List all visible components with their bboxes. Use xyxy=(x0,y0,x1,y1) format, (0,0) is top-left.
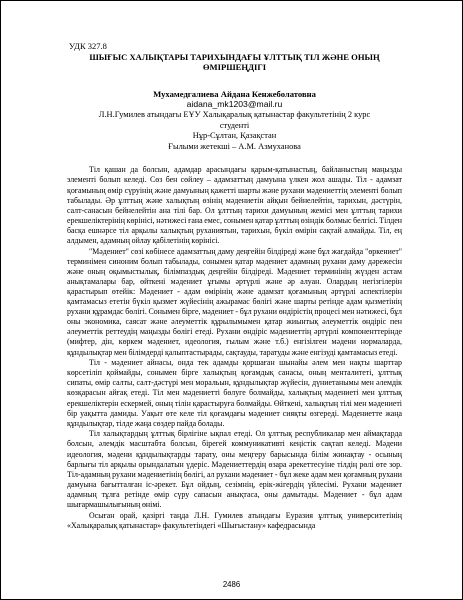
affiliation-line: Л.Н.Гумилев атындағы ЕҰУ Халықаралық қатынастар факультетінің 2 курс xyxy=(98,110,371,119)
udc-code: УДК 327.8 xyxy=(69,41,107,51)
paper-title: ШЫҒЫС ХАЛЫҚТАРЫ ТАРИХЫНДАҒЫ ҰЛТТЫҚ ТІЛ ЖӘНЕ ОНЫҢ ӨМІРШЕҢДІГІ xyxy=(89,52,380,72)
author-email[interactable]: aidana_mk1203@mail.ru xyxy=(186,99,283,109)
paragraph: Тіл - мәдениет айнасы, онда тек адамды қоршаған шынайы әлем мен нақты шарттар көрсетіліп қоймайды, сонымен бірге халықтың қоғамдық санасы, оның менталитеті, ұлттық сипаты, өмір салты, салт-дәстүрі мен моральын, құндылықтар жүйесін, дүниетанымы мен әлемдік көзқарасын айғақ етеді. Тіл мен мәдениетті бөлуге болмайды, халықтың мәдениеті мен ұлттық ерекшеліктерін ескермей, оның тілін қарастыруға болмайды. Өйткені, халықтың тілі мен мәдениеті бір уақытта дамиды. Уақыт өте келе тіл қоғамдағы мәдениет сияқты өзгереді. Мәдениетте жаңа құндылықтар, тілде жаңа сөздер пайда болады. xyxy=(67,358,402,428)
author-name: Мухамедгалиева Айдана Кенжеболатовна xyxy=(153,89,316,99)
body-text xyxy=(67,165,402,530)
author-block xyxy=(67,89,402,152)
page-number: 2486 xyxy=(222,580,241,589)
affiliation-location: Нұр-Сұлтан, Қазақстан xyxy=(192,131,277,141)
paper-content xyxy=(67,41,402,531)
paragraph: "Мәдениет" сөзі көбінесе адамзаттың даму деңгейін білдіреді және бұл жағдайда "өркениет" терминімен синоним болып табылады, сонымен қатар мәдениет адамның рухани даму дәрежесін және оның оқымыстылық, білімпаздық деңгейін білдіреді. Мәдениет терминінің жүзден астам анықтамалары бар, өйткені мәдениет ұғымы әртүрлі және әр алуан. Олардың негізгілерін қарастырып өтейік: Мәдениет - адам өмірінің және адамзат қоғамының әртүрлі аспектілерін қамтамасыз ететін бүкіл қызмет жүйесінің ажырамас бөлігі және шарты ретінде адам қызметінің рухани құрамдас бөлігі. Сонымен бірге, мәдениет - бұл рухани өндірістің процесі мен нәтижесі, бұл оны экономика, саясат және әлеуметтік құрылымымен қатар жиынтық әлеуметтік өндіріс пен әлеуметтік реттеудің маңызды бөлігі етеді. Рухани өндіріс мәдениеттің әртүрлі компоненттерінде (мифтер, дін, көркем мәдениет, идеология, ғылым және т.б.) енгізілген мәдени нормаларда, құндылықтар мен білімдерді қалыптастырады, сақтауды, таратуды және енгізуді қамтамасыз етеді. xyxy=(67,246,402,357)
paragraph: Тіл қашан да болсын, адамдар арасындағы қарым-қатынастың, байланыстың маңызды элементі болып келеді. Сөз бен сөйлеу – адамзаттың дамуына үлкен жол ашады. Тіл - адамзат қоғамының өмір сүруінің және дамуының қажетті шарты және рухани мәдениеттің элементі болып табылады. Әр ұлттың және халықтың өзінің мәдениетін айқын бейнелейтін, тарихын, дәстүрін, салт-санасын бейнелейтін ана тілі бар. Ол ұлттың тарихи дамуының жемісі мен ұлттың тарихи ерекшеліктерінің көрінісі, нәтижесі ғана емес, сонымен қатар ұлттың өзіндік болмыс белгісі. Тілден басқа ешнәрсе тіл арқылы халықтың руханиятын, тарихын, бүкіл өмірін сақтай алмайды. Тіл, ең алдымен, адамның ойлау қабілетінің көрінісі. xyxy=(67,165,402,246)
paragraph: Тіл халықтардың ұлттық бірлігіне ықпал етеді. Ол ұлттық республикалар мен аймақтарда болсын, әлемдік масштабта болсын, бірегей коммуникативті кеңістік сақтап келеді. Мәдени идеология, мәдени құндылықтарды тарату, оны меңгеру барысында білім жинақтау - осының барлығы тіл арқылы орындалатын үдеріс. Мәдениеттердің өзара әрекеттесуіне тілдің рөлі өте зор. Тіл-адамның рухани мәдениетінің бөлігі, ал рухани мәдениет - бұл жеке адам мен қоғамның рухани дамуына бағытталған іс-әрекет. Бұл ойдың, сезімнің, ерік-жігердің үйлесімі. Рухани мәдениет адамның тұлға ретінде өмір сүру сапасын анықтаса, оны дамытады. Мәдениет - бұл адам шығармашылығының өнімі. xyxy=(67,429,402,509)
affiliation-line: студенті xyxy=(219,120,250,130)
supervisor-line: Ғылыми жетекші – А.М. Азмуханова xyxy=(168,141,301,151)
paragraph: Осыған орай, қазіргі таңда Л.Н. Гумилев атындағы Еуразия ұлттық университетінің «Халықаралық қатынастар» факультетіндегі «Шығыстану» кафедрасында xyxy=(67,510,402,530)
